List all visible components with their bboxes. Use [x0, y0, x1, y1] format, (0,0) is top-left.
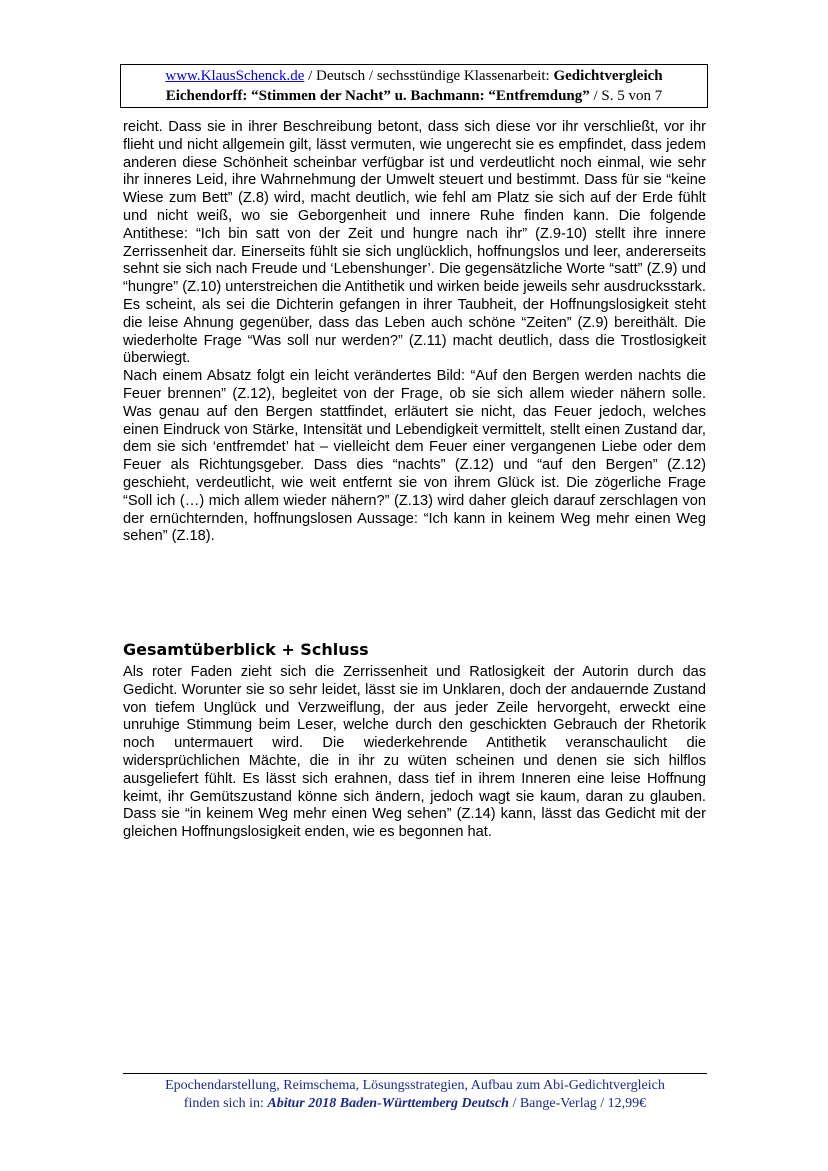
footer-prefix: finden sich in:: [183, 1096, 268, 1111]
paragraph-2: Nach einem Absatz folgt ein leicht verändertes Bild: “Auf den Bergen werden nachts die Feuer brennen” (Z.12), begleitet von der Frage, ob sie sich allem wieder nähern solle. Was genau auf den Bergen stattfindet, erläutert sie nicht, das Feuer jedoch, welches einen Eindruck von Stärke, Intensität und Lebendigkeit vermittelt, stellt einen Zustand dar, dem sie sich ‘entfremdet’ hat – vielleicht dem Feuer einer vergangenen Liebe oder dem Feuer als Richtungsgeber. Dass dies “nachts” (Z.12) und “auf den Bergen” (Z.12) geschieht, verdeutlicht, wie weit entfernt sie von ihrem Glück ist. Die zögerliche Frage “Soll ich (…) mich allem wieder nähern?” (Z.13) wird daher gleich darauf zerschlagen von der ernüchternden, hoffnungslosen Aussage: “Ich kann in keinem Weg mehr einen Weg sehen” (Z.18).: [123, 368, 706, 545]
conclusion-paragraph: Als roter Faden zieht sich die Zerrissenheit und Ratlosigkeit der Autorin durch das Gedicht. Worunter sie so sehr leidet, lässt sie im Unklaren, doch der andauernde Zustand von tiefem Unglück und Verzweiflung, der aus jeder Zeile hervorgeht, erweckt eine unruhige Stimmung beim Leser, welche durch den geschickten Gebrauch der Rhetorik noch untermauert wird. Die wiederkehrende Antithetik veranschaulicht die widersprüchlichen Mächte, die in ihr zu wüten scheinen und denen sie sich hilflos ausgeliefert fühlt. Es lässt sich erahnen, dass tief in ihrem Inneren eine leise Hoffnung keimt, ihr Gemütszustand könne sich ändern, jedoch wagt sie kaum, daran zu glauben. Dass sie “in keinem Weg mehr einen Weg sehen” (Z.14) kann, lässt das Gedicht mit der gleichen Hoffnungslosigkeit enden, wie es begonnen hat.: [123, 664, 706, 841]
page-footer: [123, 1073, 707, 1113]
website-link[interactable]: www.KlausSchenck.de: [165, 68, 305, 84]
header-meta: / Deutsch / sechsstündige Klassenarbeit:: [304, 68, 554, 84]
header-poems: Eichendorff: “Stimmen der Nacht” u. Bachmann: “Entfremdung”: [165, 88, 590, 104]
conclusion-body: [123, 664, 706, 842]
page-number: / S. 5 von 7: [589, 88, 663, 104]
footer-suffix: / Bange-Verlag / 12,99€: [508, 1096, 647, 1111]
essay-body: [123, 119, 706, 546]
footer-line-2: [123, 1095, 707, 1113]
section-heading: Gesamtüberblick + Schluss: [123, 640, 369, 659]
header-topic: Gedichtvergleich: [553, 68, 663, 84]
header-line-1: [121, 66, 707, 86]
paragraph-1: reicht. Dass sie in ihrer Beschreibung betont, dass sich diese vor ihr verschließt, vor ihr flieht und nicht allgemein gilt, lässt vermuten, wie ungerecht sie es empfindet, dass jedem anderen diese Schönheit scheinbar verfügbar ist und verdeutlicht noch einmal, wie sehr ihr inneres Leid, ihre Wahrnehmung der Umwelt steuert und bestimmt. Dass für sie “keine Wiese zum Bett” (Z.8) wird, macht deutlich, wie fehl am Platz sie sich auf der Erde fühlt und nicht weiß, wo sie Geborgenheit und innere Ruhe finden kann. Die folgende Antithese: “Ich bin satt von der Zeit und hungre nach ihr” (Z.9-10) stellt ihre innere Zerrissenheit dar. Einerseits fühlt sie sich unglücklich, hoffnungslos und leer, andererseits sehnt sie sich nach Freude und ‘Lebenshunger’. Die gegensätzliche Worte “satt” (Z.9) und “hungre” (Z.10) unterstreichen die Antithetik und wirken beide jeweils sehr ausdrucksstark. Es scheint, als sei die Dichterin gefangen in ihrer Taubheit, der Hoffnungslosigkeit steht die leise Ahnung gegenüber, dass das Leben auch schöne “Zeiten” (Z.9) bereithält. Die wiederholte Frage “Was soll nur werden?” (Z.11) macht deutlich, dass die Trostlosigkeit überwiegt.: [123, 119, 706, 367]
page-header: [120, 64, 708, 108]
book-title: Abitur 2018 Baden-Württemberg Deutsch: [267, 1096, 509, 1111]
footer-line-1: Epochendarstellung, Reimschema, Lösungsstrategien, Aufbau zum Abi-Gedichtvergleich: [165, 1078, 665, 1093]
header-line-2: [121, 86, 707, 106]
